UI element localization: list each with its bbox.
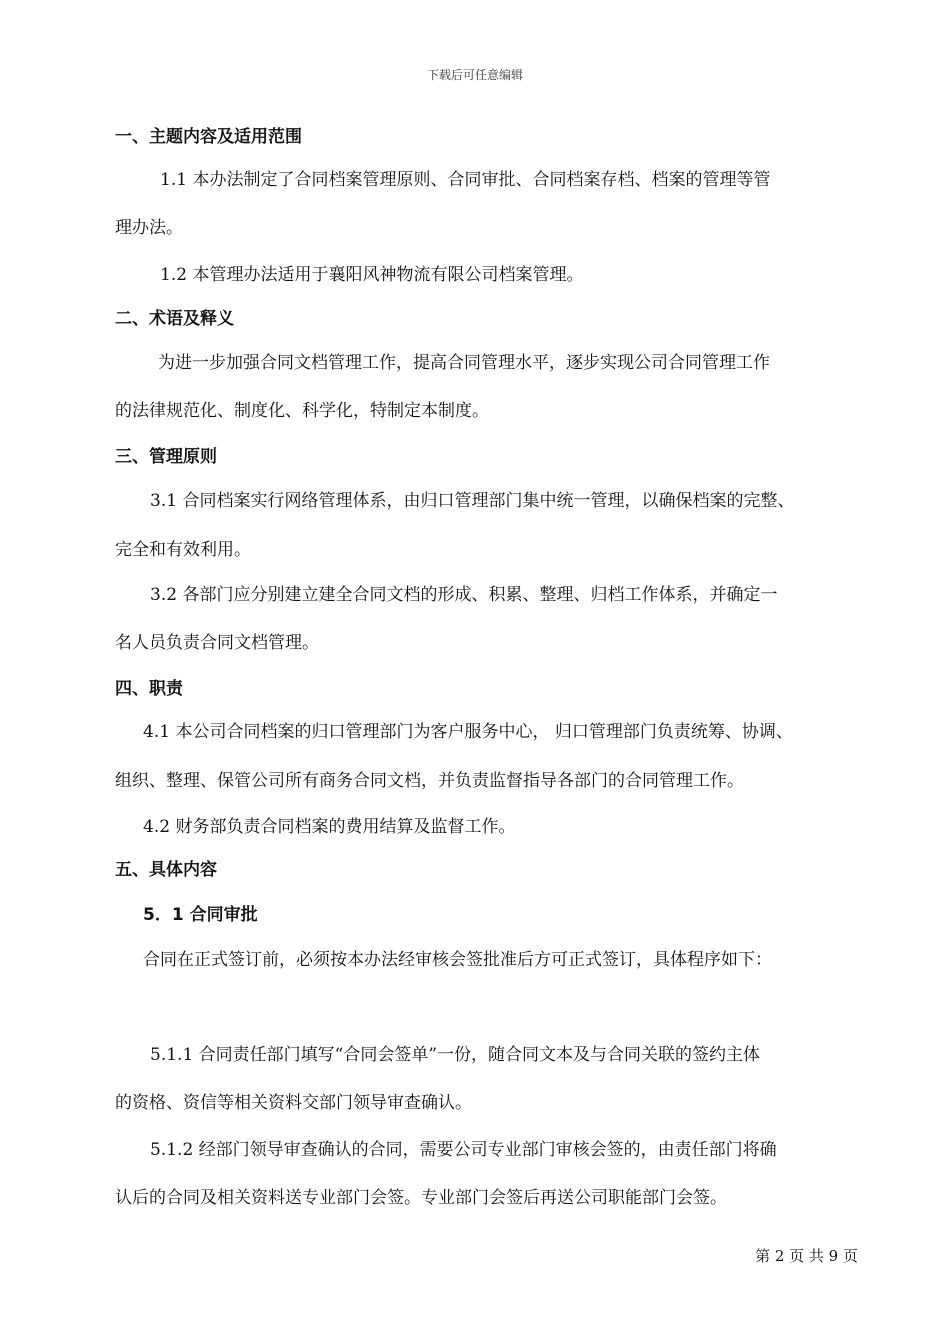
paragraph-5-1-1-line-1: 5.1.1 合同责任部门填写“合同会签单”一份，随合同文本及与合同关联的签约主体: [150, 1045, 761, 1065]
section-4-title: 四、职责: [115, 679, 183, 699]
section-5-1-title: 5．1 合同审批: [143, 905, 258, 925]
paragraph-5-1-2-line-2: 认后的合同及相关资料送专业部门会签。专业部门会签后再送公司职能部门会签。: [115, 1188, 727, 1208]
paragraph-3-2-line-1: 3.2 各部门应分别建立建全合同文档的形成、积累、整理、归档工作体系，并确定一: [150, 585, 778, 605]
paragraph-2-line-2: 的法律规范化、制度化、科学化，特制定本制度。: [115, 401, 489, 421]
paragraph-2-line-1: 为进一步加强合同文档管理工作，提高合同管理水平，逐步实现公司合同管理工作: [158, 353, 770, 373]
paragraph-3-1-line-1: 3.1 合同档案实行网络管理体系，由归口管理部门集中统一管理，以确保档案的完整、: [150, 491, 795, 511]
section-2-title: 二、术语及释义: [115, 309, 234, 329]
section-5-title: 五、具体内容: [115, 860, 217, 880]
paragraph-3-1-line-2: 完全和有效利用。: [115, 540, 251, 560]
page-number: 第 2 页 共 9 页: [755, 1247, 858, 1265]
page-header: 下载后可任意编辑: [426, 68, 523, 82]
paragraph-1-1-line-1: 1.1 本办法制定了合同档案管理原则、合同审批、合同档案存档、档案的管理等管: [160, 170, 771, 190]
paragraph-3-2-line-2: 名人员负责合同文档管理。: [115, 633, 319, 653]
paragraph-4-1-line-2: 组织、整理、保管公司所有商务合同文档，并负责监督指导各部门的合同管理工作。: [115, 771, 744, 791]
paragraph-1-1-line-2: 理办法。: [115, 218, 183, 238]
paragraph-4-1-line-1: 4.1 本公司合同档案的归口管理部门为客户服务中心， 归口管理部门负责统筹、协调、: [143, 722, 793, 742]
section-3-title: 三、管理原则: [115, 447, 217, 467]
paragraph-5-intro: 合同在正式签订前，必须按本办法经审核会签批准后方可正式签订，具体程序如下：: [143, 950, 772, 970]
paragraph-5-1-1-line-2: 的资格、资信等相关资料交部门领导审查确认。: [115, 1093, 472, 1113]
paragraph-4-2: 4.2 财务部负责合同档案的费用结算及监督工作。: [143, 817, 516, 837]
section-1-title: 一、主题内容及适用范围: [115, 127, 302, 147]
paragraph-5-1-2-line-1: 5.1.2 经部门领导审查确认的合同，需要公司专业部门审核会签的，由责任部门将确: [150, 1140, 777, 1160]
paragraph-1-2: 1.2 本管理办法适用于襄阳风神物流有限公司档案管理。: [160, 265, 584, 285]
